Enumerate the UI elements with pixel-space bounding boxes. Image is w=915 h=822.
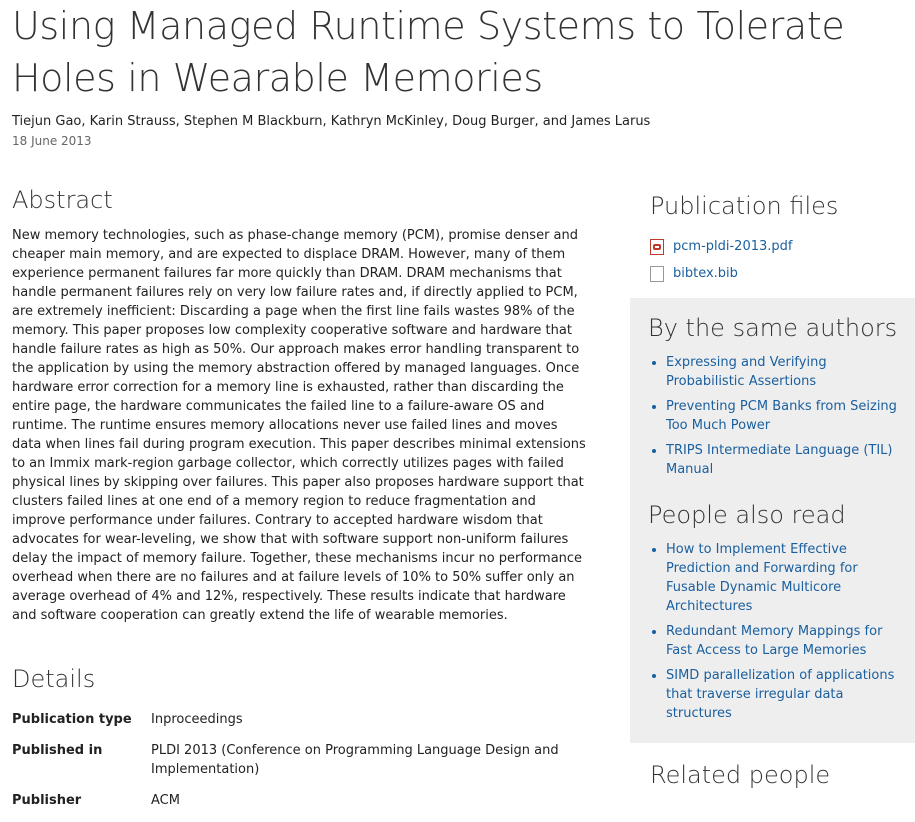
detail-row-publisher <box>12 791 592 810</box>
also-read-heading: People also read <box>648 501 846 529</box>
detail-label: Publication type <box>12 712 132 727</box>
detail-value: ACM <box>151 793 180 808</box>
abstract-text: New memory technologies, such as phase-change memory (PCM), promise denser and cheaper main memory, and are expected to displace DRAM. However, many of them experience permanent failures far more quickly than DRAM. DRAM mechanisms that handle permanent failures rely on very low failure rates and, if directly applied to PCM, are extremely inefficient: Discarding a page when the first line fails wastes 98% of the memory. This paper proposes low complexity cooperative software and hardware that handle failure rates as high as 50%. Our approach makes error handling transparent to the application by using the memory abstraction offered by managed languages. Once hardware error correction for a memory line is exhausted, rather than discarding the entire page, the hardware communicates the failed line to a failure-aware OS and runtime. The runtime ensures memory allocations never use failed lines and moves data when lines fail during program execution. This paper describes minimal extensions to an Immix mark-region garbage collector, which correctly utilizes pages with failed physical lines by skipping over failures. This paper also proposes hardware support that clusters failed lines at one end of a memory region to reduce fragmentation and improve performance under failures. Contrary to accepted hardware wisdom that advocates for wear-leveling, we show that with software support non-uniform failures delay the impact of memory failure. Together, these mechanisms incur no performance overhead when there are no failures and at failure levels of 10% to 50% suffer only an average overhead of 4% and 12%, respectively. These results indicate that hardware and software cooperation can greatly extend the life of wearable memories. <box>12 228 586 623</box>
file-link-pdf[interactable] <box>650 233 792 260</box>
details-heading: Details <box>12 665 96 693</box>
detail-row-published-in <box>12 741 592 779</box>
pdf-file-icon <box>650 239 664 255</box>
publication-date: 18 June 2013 <box>12 134 92 148</box>
author-list: Tiejun Gao, Karin Strauss, Stephen M Blackburn, Kathryn McKinley, Doug Burger, and James Larus <box>12 114 651 129</box>
detail-label: Publisher <box>12 793 82 808</box>
page-title: Using Managed Runtime Systems to Tolerate Holes in Wearable Memories <box>12 4 845 100</box>
also-read-section <box>648 500 906 729</box>
also-read-link[interactable]: Redundant Memory Mappings for Fast Access to Large Memories <box>666 624 883 658</box>
related-people-heading: Related people <box>650 761 831 789</box>
same-authors-list <box>648 353 906 479</box>
publication-files-list <box>650 233 792 287</box>
publication-files-heading: Publication files <box>650 192 839 220</box>
list-item <box>666 397 906 435</box>
same-authors-link[interactable]: TRIPS Intermediate Language (TIL) Manual <box>666 443 893 477</box>
list-item <box>666 622 906 660</box>
file-link-bibtex[interactable] <box>650 260 792 287</box>
same-authors-heading: By the same authors <box>648 314 898 342</box>
also-read-list <box>648 540 906 723</box>
file-name: bibtex.bib <box>673 266 738 281</box>
detail-label: Published in <box>12 743 103 758</box>
file-icon <box>650 266 664 282</box>
list-item <box>666 540 906 616</box>
same-authors-link[interactable]: Preventing PCM Banks from Seizing Too Much Power <box>666 399 897 433</box>
also-read-link[interactable]: How to Implement Effective Prediction and Forwarding for Fusable Dynamic Multicore Architectures <box>666 542 858 614</box>
file-name: pcm-pldi-2013.pdf <box>673 239 793 254</box>
same-authors-link[interactable]: Expressing and Verifying Probabilistic Assertions <box>666 355 827 389</box>
list-item <box>666 666 906 723</box>
abstract-heading: Abstract <box>12 186 113 214</box>
detail-value: PLDI 2013 (Conference on Programming Language Design and Implementation) <box>151 743 559 777</box>
detail-value: Inproceedings <box>151 712 243 727</box>
same-authors-section <box>648 313 906 485</box>
list-item <box>666 353 906 391</box>
detail-row-publication-type <box>12 710 592 729</box>
also-read-link[interactable]: SIMD parallelization of applications that traverse irregular data structures <box>666 668 895 721</box>
details-table <box>12 710 592 822</box>
list-item <box>666 441 906 479</box>
